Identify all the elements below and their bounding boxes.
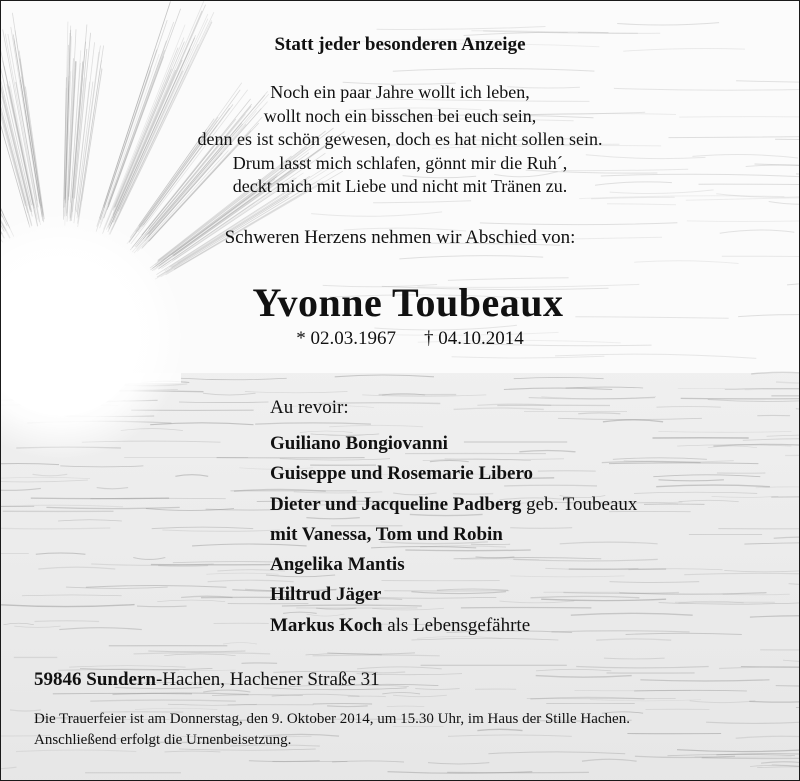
mourner-entry <box>270 580 637 610</box>
birth-date: * 02.03.1967 <box>296 328 396 349</box>
deceased-name: Yvonne Toubeaux <box>252 280 564 325</box>
mourner-name: Hiltrud Jäger <box>270 584 382 606</box>
notice-line: Die Trauerfeier ist am Donnerstag, den 9. Oktober 2014, um 15.30 Uhr, im Haus der Stille Hachen. <box>34 711 630 727</box>
poem-line: Drum lasst mich schlafen, gönnt mir die Ruh´, <box>232 152 568 173</box>
poem-line: Noch ein paar Jahre wollt ich leben, <box>270 82 530 102</box>
au-revoir-label: Au revoir: <box>270 397 349 418</box>
announcement-header: Statt jeder besonderen Anzeige <box>274 34 526 55</box>
address <box>34 669 380 691</box>
address-zip-city: 59846 Sundern <box>34 669 156 690</box>
mourner-entry <box>270 490 637 520</box>
funeral-notice <box>34 709 630 751</box>
mourner-entry <box>270 429 637 459</box>
mourner-note: als Lebensgefährte <box>387 614 531 636</box>
mourner-name: Angelika Mantis <box>270 554 405 576</box>
mourner-name: Guiliano Bongiovanni <box>270 433 448 454</box>
mourner-name: mit Vanessa, Tom und Robin <box>270 523 503 545</box>
poem <box>1 81 799 199</box>
mourners-list <box>270 429 637 641</box>
farewell-intro: Schweren Herzens nehmen wir Abschied von: <box>224 227 576 248</box>
poem-line: denn es ist schön gewesen, doch es hat nicht sollen sein. <box>197 129 603 149</box>
mourner-entry <box>270 550 637 580</box>
mourner-name: Markus Koch <box>270 614 383 636</box>
mourner-entry <box>270 611 637 641</box>
mourner-note: geb. Toubeaux <box>526 493 638 515</box>
death-date: † 04.10.2014 <box>424 328 524 349</box>
poem-line: wollt noch ein bisschen bei euch sein, <box>263 105 537 126</box>
address-street: -Hachen, Hachener Straße 31 <box>155 669 380 690</box>
notice-line: Anschließend erfolgt die Urnenbeisetzung. <box>34 732 292 748</box>
life-dates <box>11 328 800 350</box>
mourner-name: Dieter und Jacqueline Padberg <box>270 493 522 515</box>
poem-line: deckt mich mit Liebe und nicht mit Tränen zu. <box>232 176 568 196</box>
mourner-entry <box>270 459 637 489</box>
mourner-entry <box>270 520 637 550</box>
mourner-name: Guiseppe und Rosemarie Libero <box>270 463 534 485</box>
